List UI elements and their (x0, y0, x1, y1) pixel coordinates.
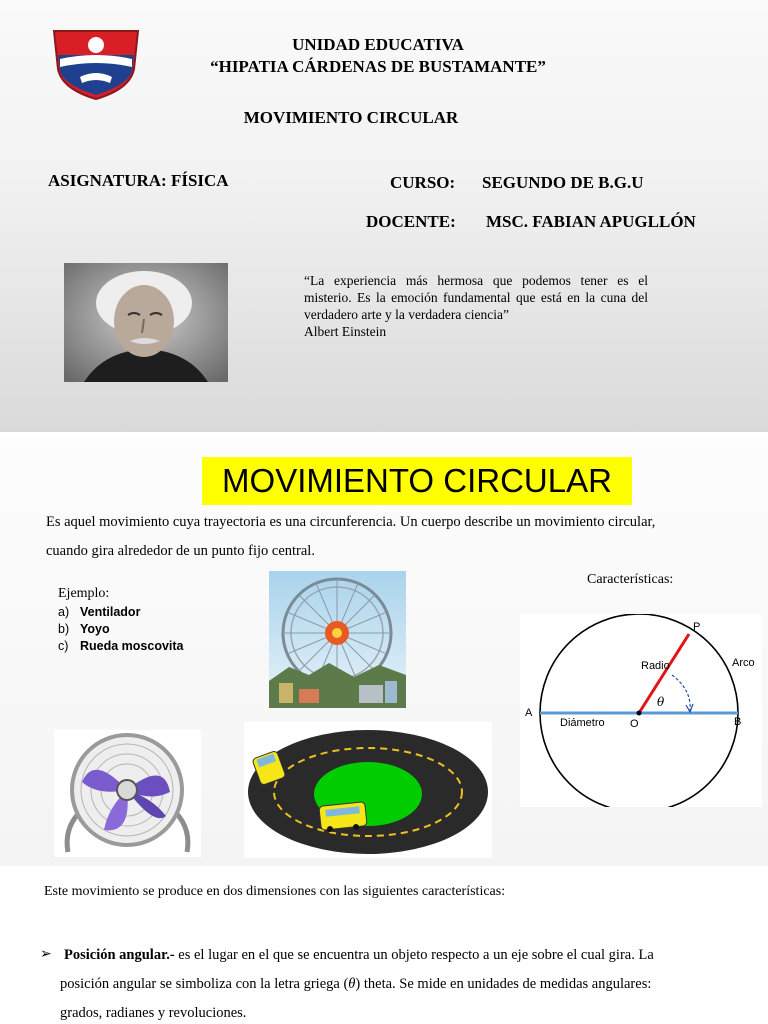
school-name-line1: UNIDAD EDUCATIVA (292, 35, 464, 54)
definition-line1: Es aquel movimiento cuya trayectoria es una circunferencia. Un cuerpo describe un movimiento circular, (46, 514, 656, 530)
bullet-term: Posición angular.- (64, 947, 175, 963)
title-slide (0, 0, 768, 432)
example-list (58, 604, 184, 655)
school-name-line2: “HIPATIA CÁRDENAS DE BUSTAMANTE” (210, 57, 546, 76)
example-item: c) Rueda moscovita (58, 639, 184, 653)
subject-label: ASIGNATURA: FÍSICA (48, 171, 229, 190)
definition-slide (0, 436, 768, 866)
quote-author: Albert Einstein (304, 324, 387, 339)
teacher-label: DOCENTE: (366, 212, 456, 231)
course-value: SEGUNDO DE B.G.U (482, 173, 644, 192)
characteristics-heading: Características: (587, 572, 674, 587)
einstein-portrait (64, 263, 228, 382)
circle-diagram (520, 614, 762, 807)
label-theta: θ (657, 695, 665, 709)
label-radio: Radio (641, 660, 670, 672)
label-o: O (630, 718, 639, 730)
bullet-line3: grados, radianes y revoluciones. (60, 1005, 247, 1021)
arrow-bullet-icon: ➢ (40, 947, 52, 962)
characteristics-slide (0, 866, 768, 1024)
ferris-wheel-image (269, 571, 406, 708)
slide-title: MOVIMIENTO CIRCULAR (202, 457, 632, 505)
label-a: A (525, 707, 533, 719)
intro-text: Este movimiento se produce en dos dimensiones con las siguientes características: (44, 884, 506, 899)
label-p: P (693, 621, 701, 633)
fan-image (54, 730, 201, 857)
bullet-line1: Posición angular.- es el lugar en el que se encuentra un objeto respecto a un eje sobre el cual gira. La (64, 947, 654, 963)
bullet-line2: posición angular se simboliza con la letra griega (θ) theta. Se mide en unidades de medidas angulares: (60, 976, 652, 992)
example-item: b) Yoyo (58, 622, 110, 636)
teacher-value: MSC. FABIAN APUGLLÓN (486, 212, 696, 231)
example-item: a) Ventilador (58, 605, 141, 619)
circular-track-image (244, 722, 492, 858)
topic-title: MOVIMIENTO CIRCULAR (243, 108, 459, 127)
label-diametro: Diámetro (560, 717, 605, 729)
example-heading: Ejemplo: (58, 586, 110, 601)
definition-line2: cuando gira alrededor de un punto fijo central. (46, 543, 315, 559)
label-arco: Arco (732, 657, 755, 669)
label-b: B (734, 716, 742, 728)
course-label: CURSO: (390, 173, 456, 192)
einstein-quote: “La experiencia más hermosa que podemos tener es el misterio. Es la emoción fundamental que está en la cuna del verdadero arte y la verdadera ciencia” (304, 273, 648, 322)
